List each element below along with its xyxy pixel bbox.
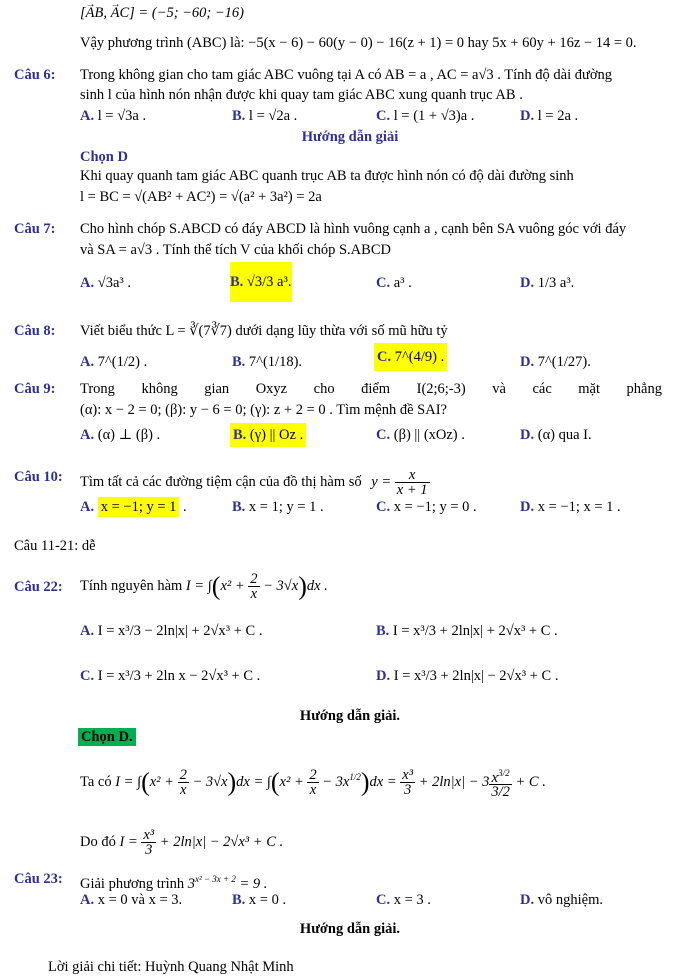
q6-answer: Chọn D <box>80 149 128 165</box>
q8-label: Câu 8: <box>14 323 56 339</box>
q6-text-1: Trong không gian cho tam giác ABC vuông tại A có AB = a , AC = a√3 . Tính độ dài đường <box>80 67 613 83</box>
q7-text-2: và SA = a√3 . Tính thể tích V của khối chóp S.ABCD <box>80 242 391 258</box>
q6-solution-1: Khi quay quanh tam giác ABC quanh trục AB ta được hình nón có độ dài đường sinh <box>80 168 574 184</box>
q7-option-c[interactable]: C. a³ . <box>376 275 412 291</box>
cross-product-line: [→ AB, → AC] = (−5; −60; −16) <box>80 4 244 22</box>
q23-option-c[interactable]: C. x = 3 . <box>376 892 431 908</box>
q6-guide-heading: Hướng dẫn giải <box>301 129 399 145</box>
q22-answer: Chọn D. <box>78 728 136 746</box>
q22-option-a[interactable]: A. I = x³/3 − 2ln|x| + 2√x³ + C . <box>80 623 263 639</box>
q7-option-d[interactable]: D. 1/3 a³. <box>520 275 575 291</box>
q9-option-d[interactable]: D. (α) qua I. <box>520 427 592 443</box>
q10-option-c[interactable]: C. x = −1; y = 0 . <box>376 499 477 515</box>
q22-option-b[interactable]: B. I = x³/3 + 2ln|x| + 2√x³ + C . <box>376 623 558 639</box>
q23-option-a[interactable]: A. x = 0 và x = 3. <box>80 892 183 908</box>
q8-option-d[interactable]: D. 7^(1/27). <box>520 354 591 370</box>
q10-text: Tìm tất cả các đường tiệm cận của đồ thị hàm số y = $\frac{x}{x + 1}$ <box>80 467 428 498</box>
q6-option-c[interactable]: C. l = (1 + √3)a . <box>376 108 475 124</box>
q9-option-a[interactable]: A. (α) ⊥ (β) . <box>80 427 161 443</box>
q6-option-b[interactable]: B. l = √2a . <box>232 108 298 124</box>
q8-option-b[interactable]: B. 7^(1/18). <box>232 354 303 370</box>
q10-function-fraction: $\frac{x}{x + 1}$ <box>396 467 428 498</box>
q22-guide-heading: Hướng dẫn giải. <box>299 708 401 724</box>
q10-option-a[interactable]: A. x = −1; y = 1 . <box>80 499 187 515</box>
q10-label: Câu 10: <box>14 469 63 485</box>
q6-text-2: sinh l của hình nón nhận được khi quay tam giác ABC xung quanh trục AB . <box>80 87 523 103</box>
plane-equation-line: Vậy phương trình (ABC) là: −5(x − 6) − 60(y − 0) − 16(z + 1) = 0 hay 5x + 60y + 16z − 14 = 0. <box>80 35 637 51</box>
q22-option-c[interactable]: C. I = x³/3 + 2ln x − 2√x³ + C . <box>80 668 261 684</box>
q9-option-c[interactable]: C. (β) || (xOz) . <box>376 427 465 443</box>
q23-label: Câu 23: <box>14 871 63 887</box>
q7-label: Câu 7: <box>14 221 56 237</box>
q8-option-c[interactable]: C. 7^(4/9) . <box>374 343 447 371</box>
q22-label: Câu 22: <box>14 579 63 595</box>
q22-text: Tính nguyên hàm I = ∫(x² + $\frac{2}{x}$ − 3√x)dx . <box>80 571 328 603</box>
q22-solution-1: Ta có I = ∫(x² + $\frac{2}{x}$ − 3√x)dx = ∫(x² + $\frac{2}{x}$ − $3x^{1/2})dx$ = $\frac{\text{x³}}{3}$ + 2ln|x| − 3 $\frac{x^{3/2}}{3/2}$ + C . <box>80 767 546 801</box>
q8-text: Viết biểu thức L = ∛(7∛7) dưới dạng lũy thừa với số mũ hữu tỷ <box>80 323 448 339</box>
q22-option-d[interactable]: D. I = x³/3 + 2ln|x| − 2√x³ + C . <box>376 668 559 684</box>
q7-text-1: Cho hình chóp S.ABCD có đáy ABCD là hình vuông cạnh a , cạnh bên SA vuông góc với đáy <box>80 221 627 237</box>
note-easy: Câu 11-21: dễ <box>14 538 96 554</box>
footer-credit: Lời giải chi tiết: Huỳnh Quang Nhật Minh <box>48 959 294 975</box>
q23-option-b[interactable]: B. x = 0 . <box>232 892 287 908</box>
q9-text-2: (α): x − 2 = 0; (β): y − 6 = 0; (γ): z + 2 = 0 . Tìm mệnh đề SAI? <box>80 402 447 418</box>
q10-option-d[interactable]: D. x = −1; x = 1 . <box>520 499 621 515</box>
q7-option-b[interactable]: B. √3/3 a³. <box>230 262 292 302</box>
q6-solution-2: l = BC = √(AB² + AC²) = √(a² + 3a²) = 2a <box>80 189 322 205</box>
q9-text-1: Trong không gian Oxyz cho điểm I(2;6;-3) và các mặt phẳng <box>80 381 662 397</box>
q6-option-a[interactable]: A. l = √3a . <box>80 108 147 124</box>
q23-text: Giải phương trình $3^{x^2 - 3x + 2} = 9$ . <box>80 874 268 892</box>
q23-guide-heading: Hướng dẫn giải. <box>299 921 401 937</box>
q9-label: Câu 9: <box>14 381 56 397</box>
q22-solution-2: Do đó I = $\frac{\text{x³}}{3}$ + 2ln|x| − 2√x³ + C . <box>80 827 284 859</box>
q10-option-b[interactable]: B. x = 1; y = 1 . <box>232 499 324 515</box>
q8-option-a[interactable]: A. 7^(1/2) . <box>80 354 148 370</box>
q7-option-a[interactable]: A. √3a³ . <box>80 275 131 291</box>
q6-label: Câu 6: <box>14 67 56 83</box>
q9-option-b[interactable]: B. (γ) || Oz . <box>230 423 306 447</box>
q23-option-d[interactable]: D. vô nghiệm. <box>520 892 603 908</box>
q6-option-d[interactable]: D. l = 2a . <box>520 108 579 124</box>
